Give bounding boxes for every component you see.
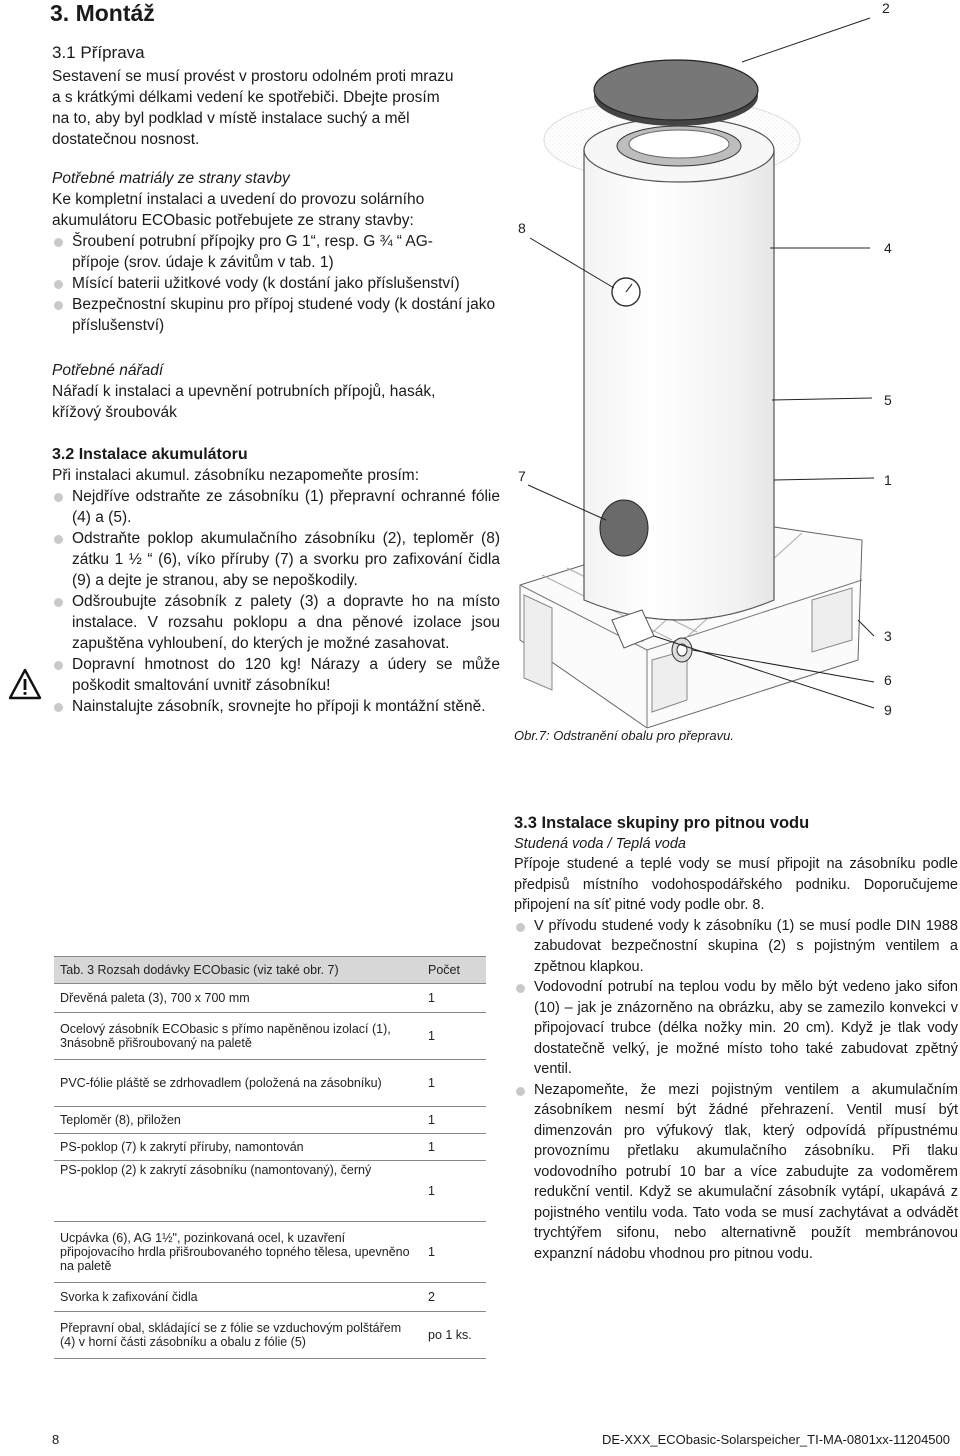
tools-text: křížový šroubovák xyxy=(52,404,177,421)
materials-block xyxy=(52,168,500,336)
table-cell: Svorka k zafixování čidla xyxy=(54,1283,422,1312)
table-cell: 1 xyxy=(422,984,486,1013)
list-item: Odstraňte poklop akumulačního zásobníku (2), teploměr (8) zátku 1 ½ “ (6), víko příruby (7) a svorku pro zafixování čidla (9) a dejte je stranou, aby se nepoškodily. xyxy=(52,528,500,591)
table-cell: Ocelový zásobník ECObasic s přímo napěněnou izolací (1), 3násobně přišroubovaný na paletě xyxy=(54,1013,422,1060)
callout-6: 6 xyxy=(884,672,892,688)
callout-5: 5 xyxy=(884,392,892,408)
callout-8: 8 xyxy=(518,220,526,236)
table-cell: PS-poklop (2) k zakrytí zásobníku (namontovaný), černý xyxy=(54,1161,422,1222)
section-3-1 xyxy=(52,42,500,150)
materials-heading: Potřebné matriály ze strany stavby xyxy=(52,170,290,187)
callout-2: 2 xyxy=(882,0,890,16)
table-cell: 2 xyxy=(422,1283,486,1312)
section-3-3-intro: Přípoje studené a teplé vody se musí připojit na zásobníku podle předpisů místního vodohospodářského podniku. Doporučujeme připojení na síť pitné vody podle obr. 8. xyxy=(514,856,958,913)
list-item: V přívodu studené vody k zásobníku (1) se musí podle DIN 1988 zabudovat bezpečnostní skupina (2) s pojistným ventilem a zpětnou klapkou. xyxy=(514,916,958,978)
table-cell: 1 xyxy=(422,1013,486,1060)
section-3-1-title: 3.1 Příprava xyxy=(52,43,145,62)
table-cell: PS-poklop (7) k zakrytí příruby, namontován xyxy=(54,1134,422,1161)
list-item: Vodovodní potrubí na teplou vodu by mělo být vedeno jako sifon (10) – jak je znázorněno na obrázku, aby se zamezilo konvekci v připojovací trubce (délka nožky min. 20 cm). Když je tlak vody dostatečně velký, je možné místo toho také zabudovat zpětný ventil. xyxy=(514,977,958,1080)
section-3-2-intro: Při instalaci akumul. zásobníku nezapomeňte prosím: xyxy=(52,467,420,484)
section-3-1-line: na to, aby byl podklad v místě instalace suchý a měl xyxy=(52,110,410,127)
list-item: Odšroubujte zásobník z palety (3) a dopravte ho na místo instalace. V rozsahu poklopu a dna pěnové izolace jsou zapuštěna vyhloubení, do kterých je možné zasahovat. xyxy=(52,591,500,654)
list-item: Nejdříve odstraňte ze zásobníku (1) přepravní ochranné fólie (4) a (5). xyxy=(52,486,500,528)
table-row xyxy=(54,1161,486,1222)
section-3-3-subtitle: Studená voda / Teplá voda xyxy=(514,836,686,852)
table-row xyxy=(54,1107,486,1134)
table-row xyxy=(54,1013,486,1060)
callout-9: 9 xyxy=(884,702,892,718)
table-cell: Ucpávka (6), AG 1½", pozinkovaná ocel, k uzavření připojovacího hrdla přišroubovaného topného tělesa, upevněno na paletě xyxy=(54,1222,422,1283)
table-row xyxy=(54,1060,486,1107)
table-cell: 1 xyxy=(422,1060,486,1107)
install-steps-list xyxy=(52,486,500,717)
list-item: Dopravní hmotnost do 120 kg! Nárazy a údery se může poškodit smaltování uvnitř zásobníku! xyxy=(52,654,500,696)
materials-intro: Ke kompletní instalaci a uvedení do provozu solárního xyxy=(52,191,425,208)
list-item: Nezapomeňte, že mezi pojistným ventilem a akumulačním zásobníkem nesmí být žádné přehrazení. Ventil musí být dimenzován pro výfukový tlak, který odpovídá přípustnému provoznímu přetlaku akumulačního zásobníku. Při tlaku vodovodního potrubí 10 bar a více zabudujte za vodoměrem redukční ventil. Když se akumulační zásobník vytápí, ukapává z pojistného ventilu voda. Tato voda se musí zachytávat a odvádět trychtýřem sifonu, nebo alternativně použít membránovou expanzní nádobu vhodnou pro pitnou vodu. xyxy=(514,1080,958,1265)
callout-3: 3 xyxy=(884,628,892,644)
document-code: DE-XXX_ECObasic-Solarspeicher_TI-MA-0801xx-11204500 xyxy=(601,1432,950,1447)
materials-intro: akumulátoru ECObasic potřebujete ze strany stavby: xyxy=(52,212,414,229)
tools-heading: Potřebné nářadí xyxy=(52,362,164,379)
table-cell: 1 xyxy=(422,1107,486,1134)
section-3-2 xyxy=(52,444,500,717)
table-header xyxy=(54,957,486,984)
callout-7: 7 xyxy=(518,468,526,484)
list-item: Mísící baterii užitkové vody (k dostání jako příslušenství) xyxy=(52,273,500,294)
table-cell: po 1 ks. xyxy=(422,1312,486,1359)
table-row xyxy=(54,1283,486,1312)
section-3-1-line: Sestavení se musí provést v prostoru odolném proti mrazu xyxy=(52,68,454,85)
list-item: Nainstalujte zásobník, srovnejte ho přípoji k montážní stěně. xyxy=(52,696,500,717)
drinking-water-list xyxy=(514,916,958,1265)
callout-4: 4 xyxy=(884,240,892,256)
figure-caption: Obr.7: Odstranění obalu pro přepravu. xyxy=(514,728,734,743)
delivery-table-wrapper xyxy=(54,956,486,1359)
table-row xyxy=(54,1134,486,1161)
section-3-3-title: 3.3 Instalace skupiny pro pitnou vodu xyxy=(514,814,810,832)
section-3-1-line: a s krátkými délkami vedení ke spotřebiči. Dbejte prosím xyxy=(52,89,440,106)
table-cell: Teploměr (8), přiložen xyxy=(54,1107,422,1134)
tools-text: Nářadí k instalaci a upevnění potrubních přípojů, hasák, xyxy=(52,383,436,400)
table-row xyxy=(54,1312,486,1359)
callout-1: 1 xyxy=(884,472,892,488)
tank-illustration xyxy=(512,0,960,760)
table-row xyxy=(54,1222,486,1283)
section-3-2-title: 3.2 Instalace akumulátoru xyxy=(52,446,248,463)
chapter-title: 3. Montáž xyxy=(50,0,155,26)
section-3-3 xyxy=(514,812,958,1264)
tools-block xyxy=(52,360,500,423)
section-3-1-line: dostatečnou nosnost. xyxy=(52,131,200,148)
warning-icon xyxy=(8,668,42,705)
table-header-item: Tab. 3 Rozsah dodávky ECObasic (viz také obr. 7) xyxy=(54,957,422,984)
table-cell: Dřevěná paleta (3), 700 x 700 mm xyxy=(54,984,422,1013)
list-item: Bezpečnostní skupinu pro přípoj studené vody (k dostání jako příslušenství) xyxy=(52,294,500,336)
materials-list xyxy=(52,231,500,336)
table-row xyxy=(54,984,486,1013)
table-cell: PVC-fólie pláště se zdrhovadlem (položená na zásobníku) xyxy=(54,1060,422,1107)
table-cell: Přepravní obal, skládající se z fólie se vzduchovým polštářem (4) v horní části zásobníku a obalu z fólie (5) xyxy=(54,1312,422,1359)
table-cell: 1 xyxy=(422,1222,486,1283)
figure-7 xyxy=(512,0,960,760)
table-cell: 1 xyxy=(422,1161,486,1222)
table-header-qty: Počet xyxy=(422,957,486,984)
delivery-table xyxy=(54,956,486,1359)
page-number: 8 xyxy=(52,1432,60,1447)
table-cell: 1 xyxy=(422,1134,486,1161)
list-item: Šroubení potrubní přípojky pro G 1“, resp. G ¾ “ AG-přípoje (srov. údaje k závitům v tab. 1) xyxy=(52,231,500,273)
